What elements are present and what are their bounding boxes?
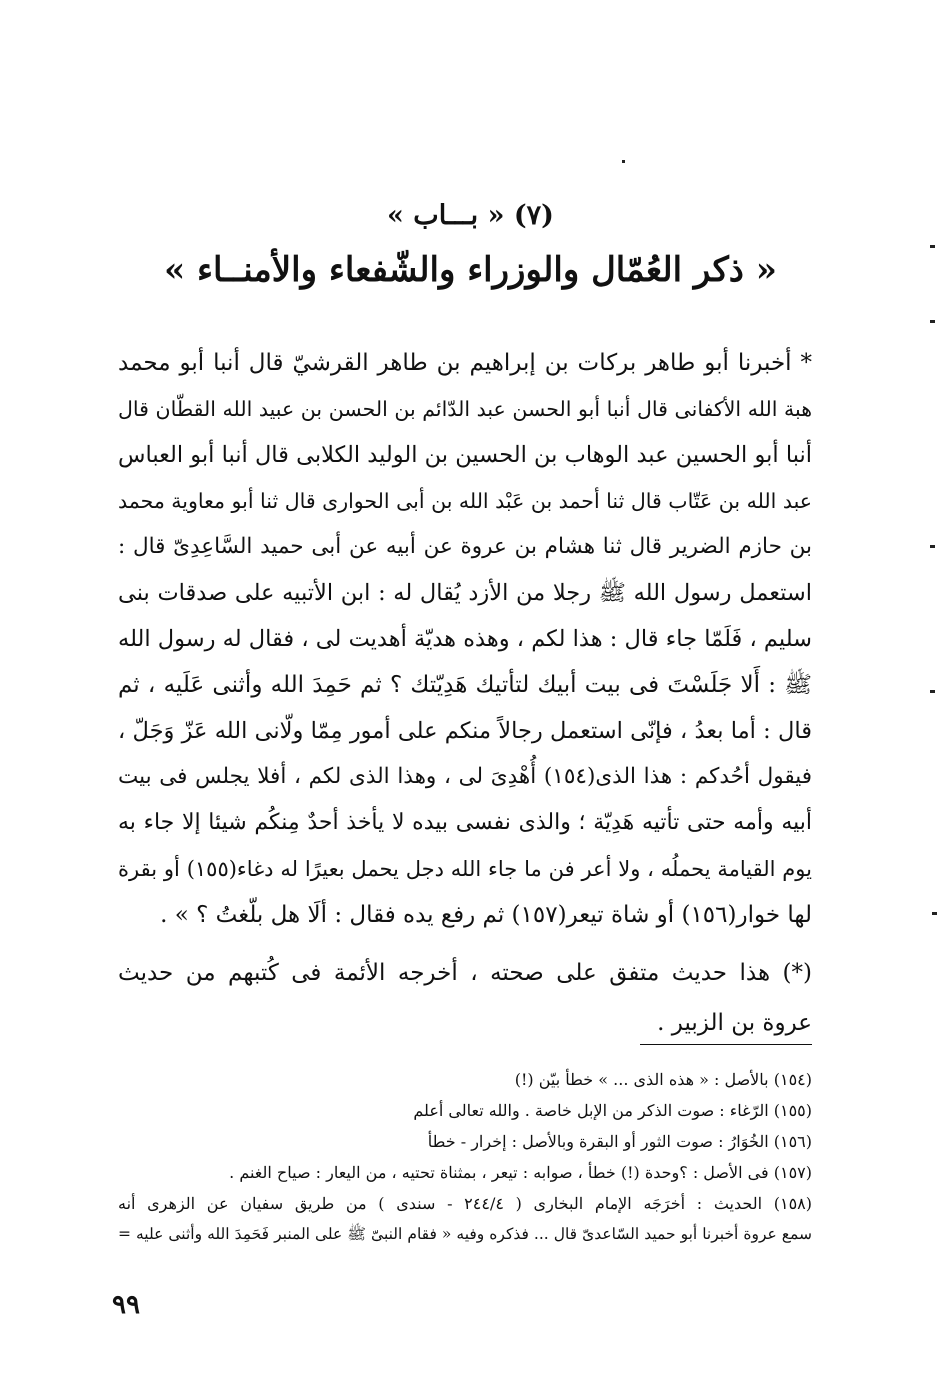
footnote: سمع عروة أخبرنا أبو حميد السّاعدىّ قال ... فذكره وفيه « فقام النبىّ ﷺ على المنبر فَحَمِدَ الله وأثنى عليه =: [118, 1225, 812, 1243]
hadith-body: [118, 340, 812, 938]
body-line: عبد الله بن عَتّاب قال ثنا أحمد بن عَبْد الله بن أبى الحوارى قال ثنا أبو معاوية محمد: [118, 489, 812, 513]
body-line: لها خوار(١٥٦) أو شاة تيعر(١٥٧) ثم رفع يده فقال : ألَا هل بلّغتُ ؟ » .: [160, 902, 812, 928]
margin-mark: [622, 160, 625, 163]
chapter-number: (٧) « بـــاب »: [387, 200, 554, 231]
chapter-title: « ذكر العُمّال والوزراء والشّفعاء والأمنــاء »: [163, 250, 778, 290]
footnote: (١٥٦) الخُوَارُ : صوت الثور أو البقرة وبالأصل : إخرار - خطأ: [427, 1132, 812, 1151]
footnote: (١٥٨) الحديث : أخرَجَه الإمام البخارى ( ٢٤٤/٤ - سندى ) من طريق سفيان عن الزهرى أنه: [118, 1194, 812, 1213]
body-line: * أخبرنا أبو طاهر بركات بن إبراهيم بن طاهر القرشيّ قال أنبا أبو محمد: [118, 350, 812, 376]
note-line: عروة بن الزبير .: [657, 1010, 812, 1036]
body-line: ﷺ : أَلا جَلَسْتَ فى بيت أبيك لتأتيك هَدِيّتك ؟ ثم حَمِدَ الله وأثنى عَلَيه ، ثم: [118, 672, 812, 698]
footnote: (١٥٧) فى الأصل : ؟وحدة (!) خطأ ، صوابه : تيعر ، بمثناة تحتيه ، من اليعار : صياح الغنم .: [229, 1163, 812, 1182]
footnotes: [118, 1064, 812, 1250]
body-line: هبة الله الأكفانى قال أنبا أبو الحسن عبد الدّائم بن الحسن بن عبيد الله القطّان قال: [118, 397, 812, 421]
body-line: أبيه وأمه حتى تأتيه هَدِيّة ؛ والذى نفسى بيده لا يأخذ أحدٌ مِنكُم شيئا إلا جاء به: [118, 810, 812, 835]
body-line: قال : أما بعدُ ، فإنّى استعمل رجالاً منكم على أمور مِمّا ولّانى الله عَزّ وَجَلّ ،: [118, 718, 812, 744]
page-number: ٩٩: [112, 1290, 140, 1320]
footnote-separator: [640, 1044, 812, 1045]
note-line: (*) هذا حديث متفق على صحته ، أخرجه الأئمة فى كُتبهم من حديث: [118, 960, 812, 986]
body-line: يوم القيامة يحملُه ، ولا أعر فن ما جاء الله دجل يحمل بعيرًا له دغاء(١٥٥) أو بقرة: [118, 857, 812, 881]
footnote: (١٥٤) بالأصل : « هذه الذى ... » خطأ بيّن (!): [514, 1070, 812, 1089]
footnote: (١٥٥) الرّغاء : صوت الذكر من الإبل خاصة . والله تعالى أعلم: [413, 1101, 812, 1120]
body-line: استعمل رسول الله ﷺ رجلا من الأزد يُقال له : ابن الأتبيه على صدقات بنى: [118, 580, 812, 606]
margin-mark: [930, 320, 935, 323]
margin-mark: [930, 545, 935, 548]
margin-mark: [930, 690, 935, 693]
body-line: أنبا أبو الحسين عبد الوهاب بن الحسين بن الوليد الكلابى قال أنبا أبو العباس: [118, 442, 812, 468]
authentication-note: [118, 948, 812, 1048]
margin-mark: [932, 912, 937, 915]
body-line: سليم ، فَلَمّا جاء قال : هذا لكم ، وهذه هديّة أهديت لى ، فقال له رسول الله: [118, 626, 812, 652]
margin-mark: [930, 245, 935, 248]
body-line: فيقول أحُدكم : هذا الذى(١٥٤) أُهْدِىَ لى ، وهذا الذى لكم ، أفلا يجلس فى بيت: [118, 764, 812, 789]
body-line: بن حازم الضرير قال ثنا هشام بن عروة عن أبيه عن أبى حميد السَّاعِدِىّ قال :: [118, 534, 812, 559]
